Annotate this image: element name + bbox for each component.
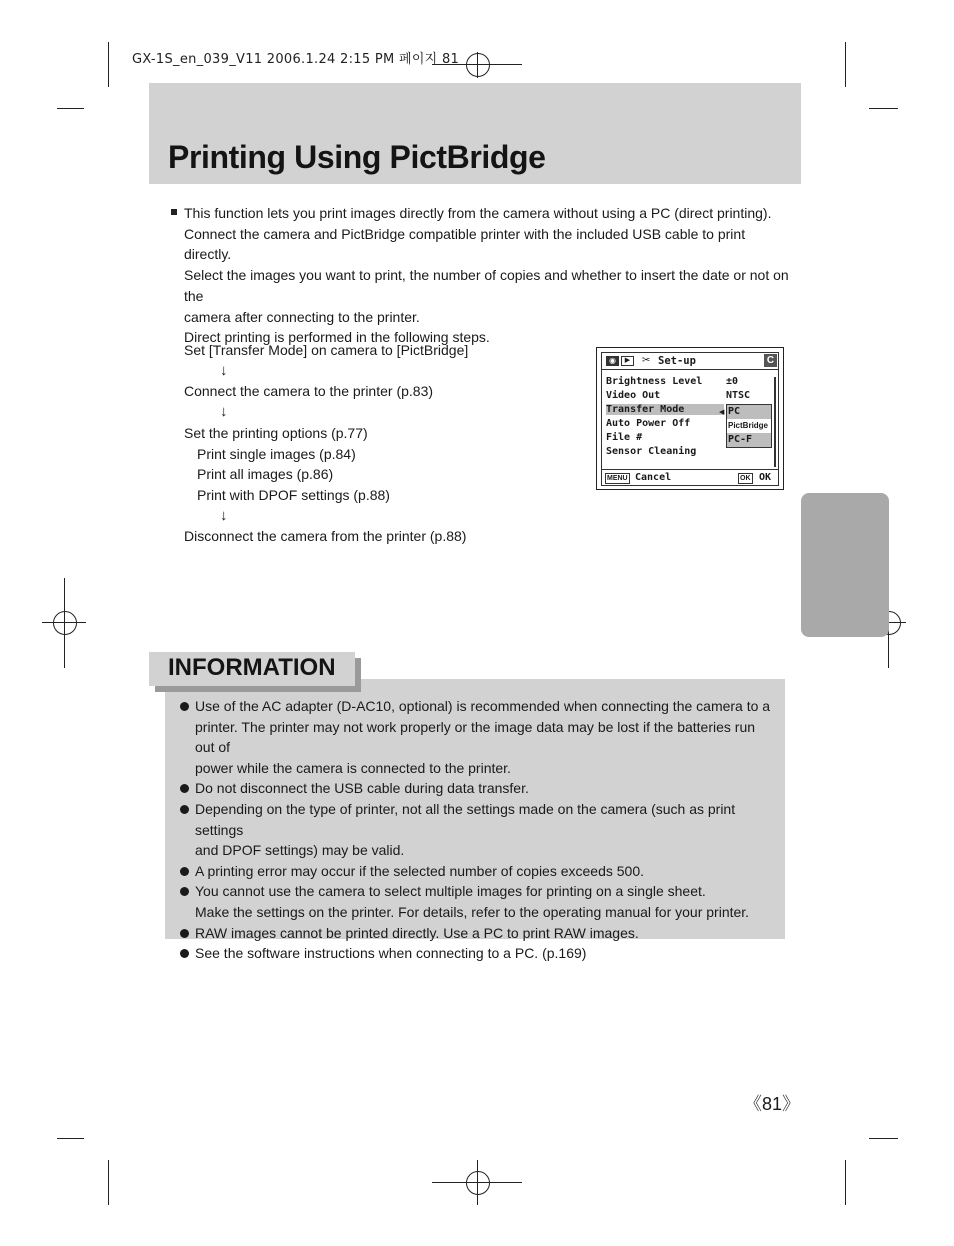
print-header: GX-1S_en_039_V11 2006.1.24 2:15 PM 페이지 81 — [132, 52, 460, 67]
information-heading: INFORMATION — [168, 654, 336, 681]
round-bullet-icon — [180, 929, 189, 938]
crop-mark — [869, 108, 898, 109]
crop-mark — [108, 1160, 109, 1205]
intro-line: camera after connecting to the printer. — [184, 308, 420, 325]
lcd-title: Set-up — [658, 355, 696, 367]
square-bullet-icon — [171, 209, 177, 215]
registration-mark-icon — [466, 1171, 490, 1195]
crop-mark — [845, 1160, 846, 1205]
step-sub-all: Print all images (p.86) — [197, 466, 334, 483]
list-item — [180, 943, 775, 964]
lcd-title-bar — [602, 353, 778, 370]
option-pc-f: PC-F — [727, 433, 771, 447]
round-bullet-icon — [180, 702, 189, 711]
ok-key-icon: OK — [740, 475, 751, 482]
option-pictbridge: PictBridge — [728, 421, 769, 430]
round-bullet-icon — [180, 784, 189, 793]
lcd-row-transfer-mode: Transfer Mode — [606, 404, 724, 415]
round-bullet-icon — [180, 949, 189, 958]
step-connect: Connect the camera to the printer (p.83) — [184, 383, 434, 400]
step-sub-dpof: Print with DPOF settings (p.88) — [197, 486, 390, 503]
menu-key-icon: MENU — [607, 475, 628, 482]
intro-line: This function lets you print images directly from the camera without using a PC (direct printing). — [184, 205, 772, 221]
lcd-scrollbar — [774, 377, 776, 467]
list-item — [180, 799, 775, 861]
transfer-mode-dropdown — [726, 404, 772, 448]
item-line: RAW images cannot be printed directly. Use a PC to print RAW images. — [195, 924, 639, 941]
chapter-side-tab — [801, 493, 889, 637]
playback-icon: ▶ — [621, 356, 634, 366]
crop-mark — [108, 42, 109, 87]
crop-mark — [57, 1138, 84, 1139]
lcd-row-auto-power-off: Auto Power Off — [606, 418, 691, 429]
list-item — [180, 861, 775, 882]
camera-icon: ◉ — [606, 356, 619, 366]
lcd-row-video-out: Video Out — [606, 390, 661, 401]
step-print-options: Set the printing options (p.77) — [184, 424, 368, 441]
video-out-value: NTSC — [726, 390, 751, 401]
lcd-footer — [602, 469, 778, 486]
pointer-left-icon: ◀ — [719, 409, 725, 416]
setup-wrench-icon: ✂ — [642, 355, 651, 366]
intro-text — [184, 203, 794, 348]
cancel-label: Cancel — [635, 472, 672, 483]
ok-label: OK — [759, 472, 772, 483]
round-bullet-icon — [180, 887, 189, 896]
custom-badge: C — [764, 354, 777, 367]
item-line: Use of the AC adapter (D-AC10, optional) is recommended when connecting the camera to a — [195, 698, 771, 714]
intro-line: Connect the camera and PictBridge compatible printer with the included USB cable to print directly. — [184, 225, 746, 263]
round-bullet-icon — [180, 805, 189, 814]
registration-mark-icon — [466, 53, 490, 77]
item-line: Make the settings on the printer. For details, refer to the operating manual for your printer. — [195, 903, 750, 920]
print-steps — [184, 340, 468, 547]
step-transfer-mode: Set [Transfer Mode] on camera to [PictBridge] — [184, 342, 469, 358]
item-line: You cannot use the camera to select multiple images for printing on a single sheet. — [195, 883, 706, 900]
option-pc: PC — [727, 405, 771, 419]
item-line: Depending on the type of printer, not all the settings made on the camera (such as print settings — [195, 800, 736, 838]
lcd-row-brightness: Brightness Level — [606, 376, 703, 387]
intro-line: Direct printing is performed in the following steps. — [184, 329, 490, 346]
round-bullet-icon — [180, 867, 189, 876]
down-arrow-icon: ↓ — [220, 506, 228, 524]
brightness-value: ±0 — [726, 376, 739, 387]
down-arrow-icon: ↓ — [220, 361, 228, 379]
item-line: See the software instructions when connecting to a PC. (p.169) — [195, 945, 587, 962]
item-line: and DPOF settings) may be valid. — [195, 842, 405, 859]
camera-lcd-screen — [596, 347, 784, 490]
step-disconnect: Disconnect the camera from the printer (p.88) — [184, 528, 467, 545]
page-title: Printing Using PictBridge — [168, 139, 546, 175]
list-item — [180, 881, 775, 922]
down-arrow-icon: ↓ — [220, 403, 228, 421]
information-list — [180, 696, 775, 964]
lcd-row-file-number: File # — [606, 432, 643, 443]
crop-mark — [57, 108, 84, 109]
crop-mark — [845, 42, 846, 87]
item-line: power while the camera is connected to the printer. — [195, 759, 511, 776]
registration-mark-icon — [53, 611, 77, 635]
list-item — [180, 778, 775, 799]
step-sub-single: Print single images (p.84) — [197, 445, 356, 462]
item-line: A printing error may occur if the selected number of copies exceeds 500. — [195, 862, 645, 879]
crop-mark — [869, 1138, 898, 1139]
item-line: Do not disconnect the USB cable during data transfer. — [195, 780, 529, 797]
lcd-frame — [601, 352, 779, 486]
list-item — [180, 696, 775, 778]
lcd-row-sensor-cleaning: Sensor Cleaning — [606, 446, 697, 457]
intro-line: Select the images you want to print, the number of copies and whether to insert the date or not on the — [184, 267, 789, 304]
item-line: printer. The printer may not work properly or the image data may be lost if the batteries run out of — [195, 718, 756, 756]
list-item — [180, 923, 775, 944]
page-number: 《81》 — [744, 1094, 801, 1114]
